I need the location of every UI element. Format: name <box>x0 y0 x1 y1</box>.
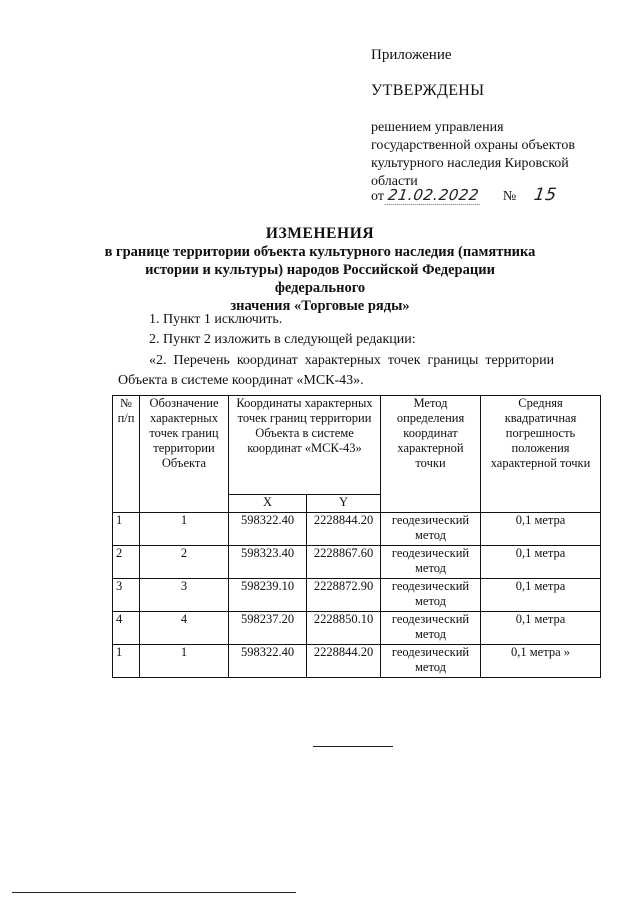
title-heading: ИЗМЕНЕНИЯ <box>265 225 375 242</box>
cell-num: 4 <box>113 612 140 645</box>
table-row <box>113 612 601 645</box>
cell-error: 0,1 метра <box>481 513 601 546</box>
cell-method: геодезический метод <box>381 579 481 612</box>
header-y: Y <box>307 495 381 513</box>
handwritten-number: 15 <box>532 185 559 205</box>
table-row <box>113 579 601 612</box>
cell-num: 2 <box>113 546 140 579</box>
decision-text: решением управления государственной охраны объектов культурного наследия Кировской области <box>371 120 575 189</box>
table-row <box>113 513 601 546</box>
appendix-label: Приложение <box>371 47 452 63</box>
header-error: Средняя квадратичная погрешность положения характерной точки <box>481 396 601 513</box>
cell-y: 2228872.90 <box>307 579 381 612</box>
handwritten-date: 21.02.2022 <box>385 186 483 205</box>
date-number-line <box>371 185 557 205</box>
header-method: Метод определения координат характерной точки <box>381 396 481 513</box>
cell-y: 2228844.20 <box>307 645 381 678</box>
cell-point: 1 <box>140 513 229 546</box>
table-row <box>113 645 601 678</box>
cell-num: 1 <box>113 513 140 546</box>
cell-point: 3 <box>140 579 229 612</box>
item-2: 2. Пункт 2 изложить в следующей редакции: <box>149 332 416 347</box>
cell-method: геодезический метод <box>381 513 481 546</box>
cell-x: 598323.40 <box>229 546 307 579</box>
header-designation: Обозначение характерных точек границ территории Объекта <box>140 396 229 513</box>
cell-method: геодезический метод <box>381 645 481 678</box>
table-header-row <box>113 396 601 495</box>
table-row <box>113 546 601 579</box>
cell-x: 598322.40 <box>229 513 307 546</box>
header-coords: Координаты характерных точек границ территории Объекта в системе координат «МСК-43» <box>229 396 381 495</box>
cell-error: 0,1 метра <box>481 546 601 579</box>
cell-y: 2228850.10 <box>307 612 381 645</box>
cell-y: 2228844.20 <box>307 513 381 546</box>
cell-error: 0,1 метра <box>481 612 601 645</box>
cell-num: 3 <box>113 579 140 612</box>
bottom-divider <box>12 892 296 893</box>
number-sign: № <box>502 189 517 204</box>
coordinates-table <box>112 395 601 678</box>
item-3-line-2: Объекта в системе координат «МСК-43». <box>118 373 364 388</box>
cell-method: геодезический метод <box>381 546 481 579</box>
document-title <box>100 225 540 315</box>
cell-error: 0,1 метра » <box>481 645 601 678</box>
closing-divider <box>313 746 393 747</box>
item-1: 1. Пункт 1 исключить. <box>149 312 283 327</box>
cell-point: 1 <box>140 645 229 678</box>
header-num: № п/п <box>113 396 140 513</box>
title-line-2: истории и культуры) народов Российской Федерации федерального <box>145 262 495 296</box>
cell-method: геодезический метод <box>381 612 481 645</box>
cell-point: 4 <box>140 612 229 645</box>
cell-point: 2 <box>140 546 229 579</box>
cell-num: 1 <box>113 645 140 678</box>
cell-x: 598237.20 <box>229 612 307 645</box>
cell-x: 598322.40 <box>229 645 307 678</box>
header-x: X <box>229 495 307 513</box>
title-line-1: в границе территории объекта культурного наследия (памятника <box>104 244 536 260</box>
item-3-line-1: «2. Перечень координат характерных точек границы территории <box>149 353 555 368</box>
title-line-3: значения «Торговые ряды» <box>230 298 410 314</box>
cell-x: 598239.10 <box>229 579 307 612</box>
date-prefix: от <box>371 189 384 204</box>
approved-label: УТВЕРЖДЕНЫ <box>371 82 485 99</box>
cell-y: 2228867.60 <box>307 546 381 579</box>
cell-error: 0,1 метра <box>481 579 601 612</box>
